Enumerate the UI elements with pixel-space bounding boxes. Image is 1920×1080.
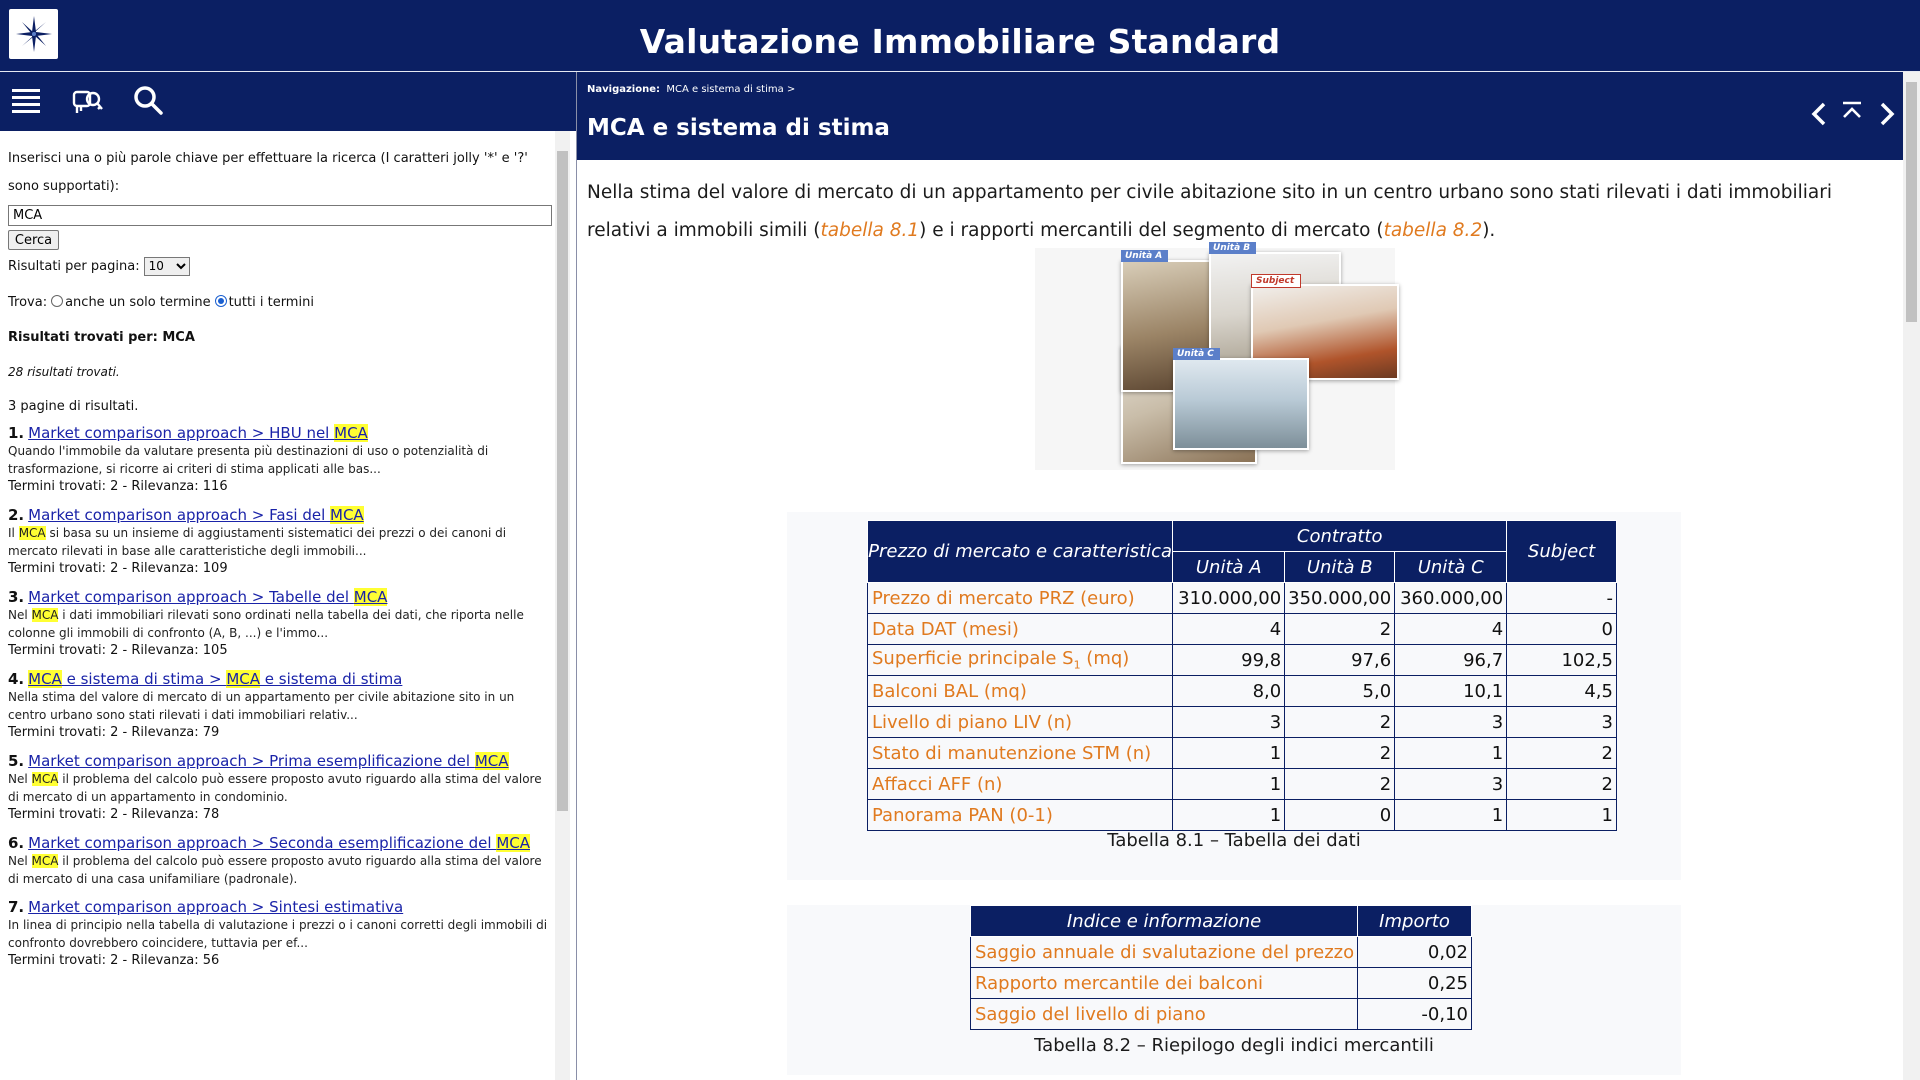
result-snippet [8, 852, 556, 888]
table-cell: 0,02 [1358, 937, 1472, 968]
result-meta: Termini trovati: 2 - Rilevanza: 116 [8, 479, 228, 494]
highlighted-term: MCA [18, 526, 46, 540]
topic-header [577, 72, 1903, 160]
table-cell: 99,8 [1173, 645, 1285, 676]
highlighted-term: MCA [353, 588, 388, 606]
result-title [8, 752, 556, 770]
radio-any-label: anche un solo termine [65, 295, 211, 310]
result-title [8, 424, 556, 442]
result-title [8, 670, 556, 688]
result-number: 4. [8, 670, 25, 688]
result-link[interactable] [28, 424, 368, 442]
radio-all-terms[interactable] [215, 295, 227, 307]
result-snippet [8, 606, 556, 642]
table-cell: 1 [1173, 800, 1285, 831]
result-item [8, 834, 556, 888]
table-cell: 3 [1395, 707, 1507, 738]
snippet-text: si basa su un insieme di aggiustamenti sistematici dei prezzi o dei canoni di mercato rilevati in base alle caratteristiche degli immobili... [8, 526, 507, 558]
table-cell: 2 [1507, 769, 1617, 800]
table-cell: 102,5 [1507, 645, 1617, 676]
table-row [868, 645, 1617, 676]
table-cell: 2 [1285, 614, 1395, 645]
highlighted-term: MCA [496, 834, 531, 852]
table-cell: 350.000,00 [1285, 583, 1395, 614]
table-cell: 97,6 [1285, 645, 1395, 676]
row-label [868, 769, 1173, 800]
row-label-text: Superficie principale S [872, 648, 1074, 670]
table-cell: 4,5 [1507, 676, 1617, 707]
row-label-text: Affacci AFF (n) [872, 773, 1003, 795]
result-title [8, 506, 556, 524]
row-label-text: Balconi BAL (mq) [872, 680, 1027, 702]
result-number: 3. [8, 588, 25, 606]
row-label [868, 676, 1173, 707]
search-button[interactable]: Cerca [8, 230, 59, 250]
result-link-text: Market comparison approach > Sintesi estimativa [28, 898, 404, 916]
snippet-text: Nel [8, 854, 32, 868]
snippet-text: i dati immobiliari rilevati sono ordinati nella tabella dei dati, che riporta nelle colonne gli immobili di confronto (A, B, ...) e l'immo... [8, 608, 524, 640]
search-panel [0, 131, 576, 1080]
table-cell: 2 [1285, 738, 1395, 769]
table-row [868, 583, 1617, 614]
result-snippet [8, 916, 556, 952]
table-row [868, 707, 1617, 738]
result-item [8, 424, 556, 496]
header-index: Indice e informazione [971, 906, 1358, 937]
data-table [867, 520, 1617, 831]
result-title [8, 898, 556, 916]
photo-label-unit-b: Unità B [1209, 242, 1256, 254]
snippet-text: In linea di principio nella tabella di valutazione i prezzi o i canoni corretti degli immobili di confronto dovrebbero coincidere, tuttavia per ef... [8, 918, 548, 950]
app-header [0, 0, 1920, 72]
table-row [868, 769, 1617, 800]
table-cell: 3 [1395, 769, 1507, 800]
table-row [971, 999, 1472, 1030]
header-unit-c: Unità C [1395, 552, 1507, 583]
row-label [868, 645, 1173, 676]
radio-any-term[interactable] [51, 295, 63, 307]
search-icon[interactable] [128, 80, 168, 120]
table-cell: 1 [1507, 800, 1617, 831]
result-meta: Termini trovati: 2 - Rilevanza: 109 [8, 561, 228, 576]
table-cell: 1 [1173, 738, 1285, 769]
intro-text-2: ) e i rapporti mercantili del segmento di mercato ( [919, 220, 1384, 241]
find-options [8, 295, 556, 310]
table-cell: 0 [1507, 614, 1617, 645]
table-cell: 1 [1173, 769, 1285, 800]
result-snippet [8, 442, 556, 478]
intro-text-1: Nella stima del valore di mercato di un appartamento per civile abitazione sito in un centro urbano sono stati rilevati i dati immobiliari relativi a immobili simili ( [587, 182, 1832, 241]
result-number: 6. [8, 834, 25, 852]
highlighted-term: MCA [330, 506, 364, 524]
find-label: Trova: [8, 295, 48, 310]
table-cell: 2 [1285, 769, 1395, 800]
keys-icon[interactable] [68, 80, 108, 120]
indices-table [970, 905, 1472, 1030]
table-8-2-caption: Tabella 8.2 – Riepilogo degli indici mercantili [1034, 1035, 1434, 1056]
table-cell: 4 [1173, 614, 1285, 645]
row-label [868, 800, 1173, 831]
row-label: Rapporto mercantile dei balconi [971, 968, 1358, 999]
table-cell: 1 [1395, 800, 1507, 831]
photo-label-a: Unità A [1121, 250, 1168, 262]
result-link[interactable] [28, 670, 402, 688]
page-title: MCA e sistema di stima [587, 115, 890, 141]
result-link[interactable] [28, 898, 403, 916]
result-link-text: Market comparison approach > Tabelle del [28, 588, 354, 606]
highlighted-term: MCA [226, 670, 260, 688]
result-snippet [8, 688, 556, 724]
intro-paragraph [587, 174, 1877, 250]
result-link-text: Market comparison approach > Seconda esemplificazione del [28, 834, 497, 852]
result-number: 2. [8, 506, 25, 524]
header-amount: Importo [1358, 906, 1472, 937]
right-scrollbar[interactable] [1903, 72, 1920, 1080]
topic-content [577, 160, 1903, 1080]
table-cell: 2 [1507, 738, 1617, 769]
result-meta: Termini trovati: 2 - Rilevanza: 105 [8, 643, 228, 658]
row-label [868, 614, 1173, 645]
results-count: 28 risultati trovati. [8, 365, 120, 379]
table-cell: 1 [1395, 738, 1507, 769]
table-cell: 3 [1507, 707, 1617, 738]
table-8-1-caption: Tabella 8.1 – Tabella dei dati [1107, 830, 1361, 851]
header-unit-a: Unità A [1173, 552, 1285, 583]
result-meta: Termini trovati: 2 - Rilevanza: 56 [8, 953, 220, 968]
result-item [8, 588, 556, 660]
row-label-text: Prezzo di mercato PRZ (euro) [872, 587, 1135, 609]
row-label-subscript: 1 [1073, 658, 1081, 672]
result-number: 1. [8, 424, 25, 442]
highlighted-term: MCA [474, 752, 509, 770]
snippet-text: Quando l'immobile da valutare presenta più destinazioni di uso o potenzialità di trasformazione, si ricorre ai criteri di stima applicati alle bas... [8, 444, 489, 476]
photo-label-subject: Subject [1251, 274, 1301, 288]
result-item [8, 898, 556, 970]
breadcrumb-link[interactable]: MCA e sistema di stima > [666, 84, 796, 95]
pages-count: 3 pagine di risultati. [8, 399, 139, 414]
result-link[interactable] [28, 752, 508, 770]
breadcrumb [587, 84, 795, 95]
result-number: 7. [8, 898, 25, 916]
table-cell: 360.000,00 [1395, 583, 1507, 614]
table-row [868, 676, 1617, 707]
result-link-text: Market comparison approach > Fasi del [28, 506, 331, 524]
result-link[interactable] [28, 834, 530, 852]
left-scrollbar-thumb[interactable] [557, 151, 568, 811]
result-meta: Termini trovati: 2 - Rilevanza: 79 [8, 725, 220, 740]
table-cell: 96,7 [1395, 645, 1507, 676]
photo-unit-c [1173, 349, 1309, 450]
row-label-text: Panorama PAN (0-1) [872, 804, 1053, 826]
snippet-text: Nel [8, 772, 32, 786]
table-8-2-container [787, 905, 1681, 1075]
result-link[interactable] [28, 506, 364, 524]
table-cell: 310.000,00 [1173, 583, 1285, 614]
snippet-text: Nel [8, 608, 32, 622]
chevron-left-icon[interactable] [1805, 100, 1833, 128]
result-link-text: e sistema di stima > [61, 670, 227, 688]
table-cell: 4 [1395, 614, 1507, 645]
table-cell: 8,0 [1173, 676, 1285, 707]
table-8-1-container [787, 512, 1681, 880]
highlighted-term: MCA [28, 670, 62, 688]
snippet-text: Il [8, 526, 19, 540]
table-cell: 5,0 [1285, 676, 1395, 707]
result-item [8, 752, 556, 824]
right-scrollbar-thumb[interactable] [1906, 82, 1917, 322]
result-link-text: e sistema di stima [260, 670, 403, 688]
property-photos [1035, 243, 1395, 470]
result-link-text: Market comparison approach > Prima esemplificazione del [28, 752, 475, 770]
table-cell: - [1507, 583, 1617, 614]
result-item [8, 506, 556, 578]
result-snippet [8, 770, 556, 806]
results-list [8, 424, 556, 970]
highlighted-term: MCA [334, 424, 368, 442]
table-cell: 0 [1285, 800, 1395, 831]
result-number: 5. [8, 752, 25, 770]
photo-label-unit-c: Unità C [1173, 348, 1220, 360]
app-title: Valutazione Immobiliare Standard [639, 22, 1281, 61]
row-label [868, 707, 1173, 738]
row-label [868, 738, 1173, 769]
result-title [8, 588, 556, 606]
highlighted-term: MCA [31, 772, 59, 786]
search-input[interactable] [8, 205, 552, 226]
results-heading: Risultati trovati per: MCA [8, 330, 195, 345]
table-cell: 10,1 [1395, 676, 1507, 707]
search-instructions: Inserisci una o più parole chiave per effettuare la ricerca (I caratteri jolly '*' e '?' sono supportati): [8, 151, 528, 194]
breadcrumb-label: Navigazione: [587, 84, 660, 95]
highlighted-term: MCA [31, 608, 59, 622]
snippet-text: Nella stima del valore di mercato di un appartamento per civile abitazione sito in un centro urbano sono stati rilevati i dati immobiliari relativ... [8, 690, 515, 722]
result-link-text: Market comparison approach > HBU nel [28, 424, 335, 442]
table-row [868, 800, 1617, 831]
left-toolbar [0, 72, 576, 131]
table-row [971, 937, 1472, 968]
header-characteristic: Prezzo di mercato e caratteristica [868, 521, 1173, 583]
header-subject: Subject [1507, 521, 1617, 583]
row-label: Saggio del livello di piano [971, 999, 1358, 1030]
per-page-label: Risultati per pagina: [8, 258, 140, 274]
result-link[interactable] [28, 588, 387, 606]
result-title [8, 834, 556, 852]
row-label: Saggio annuale di svalutazione del prezzo [971, 937, 1358, 968]
table-ref-link-1[interactable]: tabella 8.1 [820, 220, 920, 241]
table-ref-link-2[interactable]: tabella 8.2 [1383, 220, 1483, 241]
table-row [971, 968, 1472, 999]
left-scrollbar[interactable] [555, 131, 570, 1080]
result-item [8, 670, 556, 742]
row-label-text: Stato di manutenzione STM (n) [872, 742, 1152, 764]
table-row [868, 614, 1617, 645]
highlighted-term: MCA [31, 854, 59, 868]
snippet-text: il problema del calcolo può essere proposto avuto riguardo alla stima del valore di mercato di una casa unifamiliare (padronale). [8, 854, 542, 886]
table-cell: 3 [1173, 707, 1285, 738]
row-label-text: Data DAT (mesi) [872, 618, 1019, 640]
header-unit-b: Unità B [1285, 552, 1395, 583]
table-cell: -0,10 [1358, 999, 1472, 1030]
table-cell: 2 [1285, 707, 1395, 738]
result-meta: Termini trovati: 2 - Rilevanza: 78 [8, 807, 220, 822]
row-label-text: Livello di piano LIV (n) [872, 711, 1073, 733]
table-row [868, 738, 1617, 769]
arrow-top-icon[interactable] [1838, 98, 1866, 126]
radio-all-label: tutti i termini [228, 295, 314, 310]
table-cell: 0,25 [1358, 968, 1472, 999]
menu-icon[interactable] [6, 80, 46, 120]
row-label [868, 583, 1173, 614]
intro-text-3: ). [1482, 220, 1496, 241]
row-label-suffix: (mq) [1080, 648, 1130, 670]
header-contract: Contratto [1173, 521, 1507, 552]
snippet-text: il problema del calcolo può essere proposto avuto riguardo alla stima del valore di mercato di un appartamento in condominio. [8, 772, 542, 804]
result-snippet [8, 524, 556, 560]
per-page-select[interactable] [144, 257, 190, 276]
chevron-right-icon[interactable] [1873, 100, 1901, 128]
